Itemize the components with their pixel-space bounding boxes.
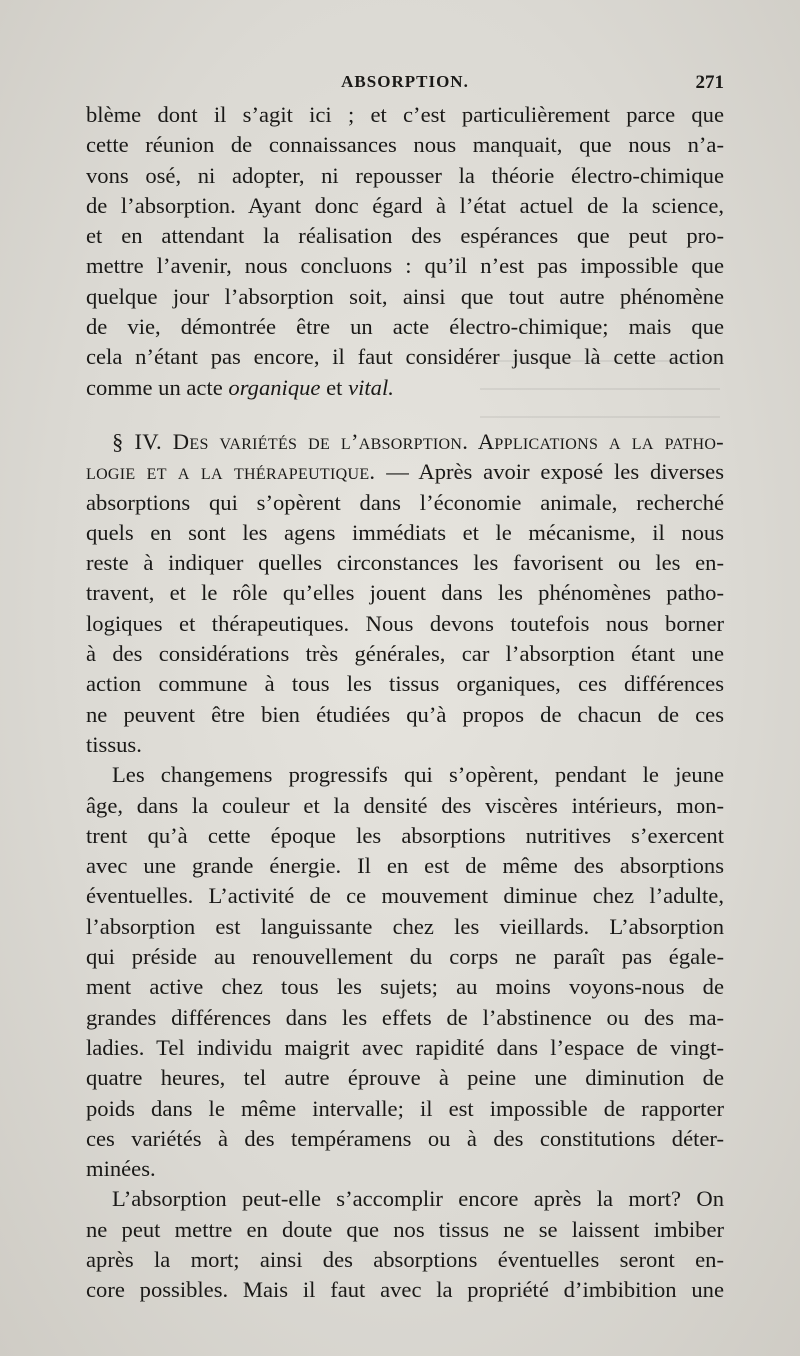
text-line: ne peuvent être bien étudiées qu’à propos de chacun de ces bbox=[86, 701, 724, 727]
body-text bbox=[86, 100, 724, 1306]
text-line: poids dans le même intervalle; il est impossible de rapporter bbox=[86, 1095, 724, 1121]
paragraph-1 bbox=[86, 100, 724, 403]
text-line: âge, dans la couleur et la densité des viscères intérieurs, mon- bbox=[86, 792, 724, 818]
text-line: vons osé, ni adopter, ni repousser la théorie électro-chimique bbox=[86, 162, 724, 188]
text-line: avec une grande énergie. Il en est de même des absorptions bbox=[86, 853, 724, 879]
text-line: quelque jour l’absorption soit, ainsi que tout autre phénomène bbox=[86, 283, 724, 309]
text-line: ladies. Tel individu maigrit avec rapidité dans l’espace de vingt- bbox=[86, 1034, 724, 1060]
page-number: 271 bbox=[695, 72, 724, 93]
text-line: L’absorption peut-elle s’accomplir encore après la mort? On bbox=[112, 1186, 724, 1212]
text-line: logiques et thérapeutiques. Nous devons toutefois nous borner bbox=[86, 610, 724, 636]
text-line: travent, et le rôle qu’elles jouent dans les phénomènes patho- bbox=[86, 580, 724, 606]
text-line: action commune à tous les tissus organiques, ces différences bbox=[86, 671, 724, 697]
running-title: ABSORPTION. bbox=[341, 72, 469, 91]
text-line: absorptions qui s’opèrent dans l’économie animale, recherché bbox=[86, 489, 724, 515]
text-line: à des considérations très générales, car l’absorption étant une bbox=[86, 641, 724, 667]
page-header bbox=[86, 72, 724, 98]
italic-word: vital. bbox=[348, 374, 394, 400]
text-line: et en attendant la réalisation des espérances que peut pro- bbox=[86, 223, 724, 249]
italic-word: organique bbox=[228, 374, 321, 400]
paragraph-4 bbox=[86, 1184, 724, 1305]
text-line: tissus. bbox=[86, 731, 142, 757]
text-line: reste à indiquer quelles circonstances les favorisent ou les en- bbox=[86, 550, 724, 576]
text-line: blème dont il s’agit ici ; et c’est particulièrement parce que bbox=[86, 102, 724, 127]
text-line: l’absorption est languissante chez les vieillards. L’absorption bbox=[86, 913, 724, 939]
text-line: de l’absorption. Ayant donc égard à l’état actuel de la science, bbox=[86, 192, 724, 218]
text-line: cette réunion de connaissances nous manquait, que nous n’a- bbox=[86, 132, 724, 158]
text-line-last bbox=[86, 373, 724, 403]
text-line: après la mort; ainsi des absorptions éventuelles seront en- bbox=[86, 1246, 724, 1272]
paragraph-2 bbox=[86, 427, 724, 760]
section-heading-tail: logie et a la thérapeutique. bbox=[86, 459, 376, 485]
text-line: mettre l’avenir, nous concluons : qu’il n’est pas impossible que bbox=[86, 253, 724, 279]
section-gap bbox=[86, 403, 724, 427]
text-line: quels en sont les agens immédiats et le mécanisme, il nous bbox=[86, 519, 724, 545]
text-line: qui préside au renouvellement du corps ne paraît pas égale- bbox=[86, 944, 724, 970]
text-line: Les changemens progressifs qui s’opèrent, pendant le jeune bbox=[112, 762, 724, 788]
text-span: comme un acte bbox=[86, 374, 229, 400]
text-line: éventuelles. L’activité de ce mouvement diminue chez l’adulte, bbox=[86, 883, 724, 909]
text-line: cela n’étant pas encore, il faut considérer jusque là cette action bbox=[86, 344, 724, 370]
text-line: quatre heures, tel autre éprouve à peine une diminution de bbox=[86, 1065, 724, 1091]
text-line: grandes différences dans les effets de l’abstinence ou des ma- bbox=[86, 1004, 724, 1030]
text-line: de vie, démontrée être un acte électro-chimique; mais que bbox=[86, 314, 724, 340]
paragraph-3 bbox=[86, 760, 724, 1184]
text-line: ne peut mettre en doute que nos tissus ne se laissent imbiber bbox=[86, 1216, 724, 1242]
text-line: minées. bbox=[86, 1156, 156, 1182]
text-line: core possibles. Mais il faut avec la propriété d’imbibition une bbox=[86, 1277, 724, 1303]
text-span: et bbox=[320, 374, 349, 400]
text-line: ment active chez tous les sujets; au moins voyons-nous de bbox=[86, 974, 724, 1000]
text-span: — Après avoir exposé les diverses bbox=[375, 459, 724, 485]
section-heading: § IV. Des variétés de l’absorption. Applications a la patho- bbox=[112, 428, 724, 454]
text-line: ces variétés à des tempéramens ou à des constitutions déter- bbox=[86, 1125, 724, 1151]
text-line: trent qu’à cette époque les absorptions nutritives s’exercent bbox=[86, 822, 724, 848]
section-heading-line-2 bbox=[86, 457, 724, 487]
